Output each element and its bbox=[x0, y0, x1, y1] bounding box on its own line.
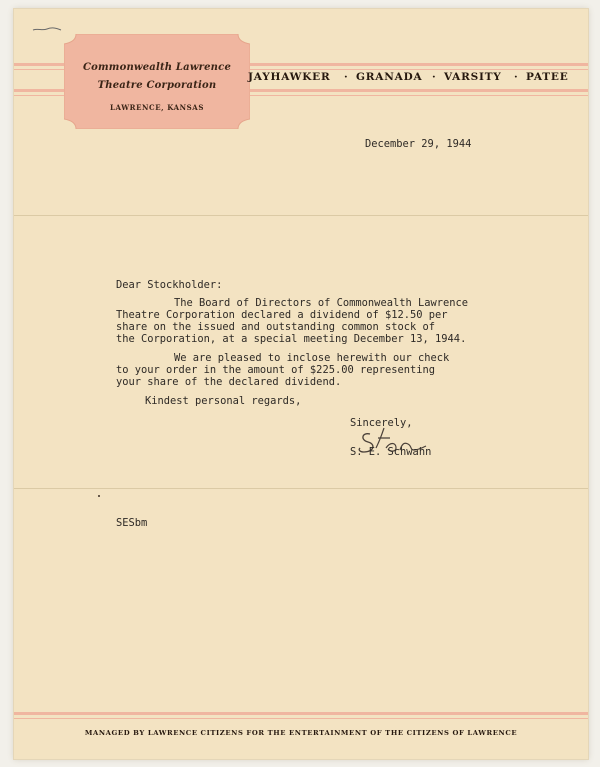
ink-speck bbox=[98, 495, 100, 497]
footer-motto: MANAGED BY LAWRENCE CITIZENS FOR THE ENTERTAINMENT OF THE CITIZENS OF LAWRENCE bbox=[84, 729, 518, 737]
theatre-separator: · bbox=[344, 71, 348, 83]
fold-line-upper bbox=[14, 215, 588, 216]
paragraph1-line4: the Corporation, at a special meeting December 13, 1944. bbox=[116, 333, 467, 345]
paragraph1-line2: Theatre Corporation declared a dividend of $12.50 per bbox=[116, 309, 448, 321]
theatre-list bbox=[14, 71, 588, 85]
company-city: LAWRENCE, KANSAS bbox=[110, 103, 204, 112]
company-name-line1: Commonwealth Lawrence bbox=[82, 62, 232, 73]
pencil-mark bbox=[32, 18, 62, 26]
theatre-patee: PATEE bbox=[526, 71, 569, 83]
company-name-line2: Theatre Corporation bbox=[97, 80, 217, 91]
paragraph1-line3: share on the issued and outstanding common stock of bbox=[116, 321, 436, 333]
paragraph2-line1: We are pleased to inclose herewith our check bbox=[174, 352, 450, 364]
theatre-granada: GRANADA bbox=[356, 71, 423, 83]
fold-line-lower bbox=[14, 488, 588, 489]
closing-line: Sincerely, bbox=[350, 417, 413, 429]
footer-band-upper-thin bbox=[14, 718, 588, 719]
letter-page bbox=[14, 9, 588, 759]
reference-initials: SESbm bbox=[116, 517, 148, 529]
paragraph2-line2: to your order in the amount of $225.00 representing bbox=[116, 364, 436, 376]
paragraph1-line1: The Board of Directors of Commonwealth Lawrence bbox=[174, 297, 469, 309]
paragraph2-line3: your share of the declared dividend. bbox=[116, 376, 342, 388]
letter-date: December 29, 1944 bbox=[365, 138, 472, 150]
theatre-separator: · bbox=[432, 71, 436, 83]
theatre-varsity: VARSITY bbox=[444, 71, 502, 83]
theatre-jayhawker: JAYHAWKER bbox=[248, 71, 331, 83]
regards-line: Kindest personal regards, bbox=[145, 395, 302, 407]
footer-band-upper bbox=[14, 712, 588, 715]
salutation: Dear Stockholder: bbox=[116, 279, 223, 291]
signer-name: S. E. Schwahn bbox=[350, 446, 432, 458]
theatre-separator: · bbox=[514, 71, 518, 83]
